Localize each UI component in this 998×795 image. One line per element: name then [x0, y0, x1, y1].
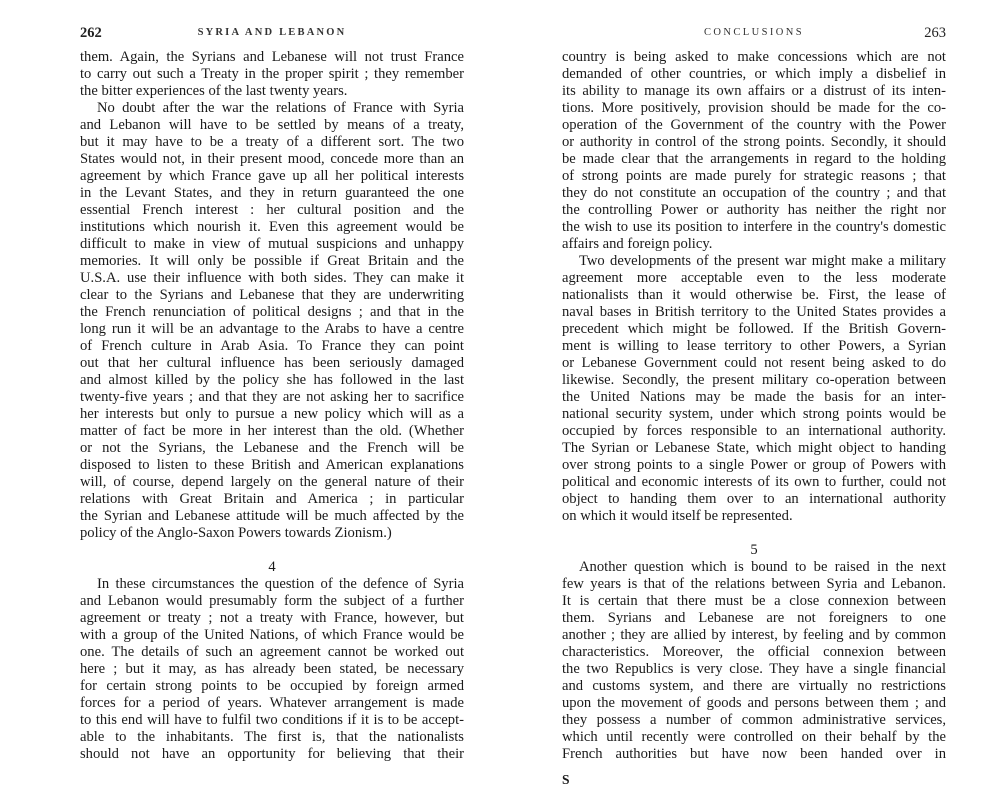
text-line: and customs system, and there are virtually no restrictions [562, 678, 946, 694]
text-line: they do not constitute an occupation of the country ; and that [562, 185, 946, 201]
text-line: the Syrian and Lebanese attitude will be much affected by the [80, 508, 464, 524]
text-line: ment is willing to lease territory to other Powers, a Syrian [562, 338, 946, 354]
text-line: long run it will be an advantage to the Arabs to have a centre [80, 321, 464, 337]
text-line: to carry out such a Treaty in the proper spirit ; they remember [80, 66, 464, 82]
page-body [562, 49, 946, 788]
page-number: 263 [924, 25, 946, 41]
text-line: forces for a period of years. Whatever arrangement is made [80, 695, 464, 711]
text-line: political and economic interests of its own to further, could not [562, 474, 946, 490]
text-line: disposed to listen to these British and American explanations [80, 457, 464, 473]
spacer [562, 763, 946, 771]
text-line: here ; but it may, as has already been stated, be necessary [80, 661, 464, 677]
text-line: precedent which might be followed. If the British Govern- [562, 321, 946, 337]
text-line: institutions which nourish it. Even this agreement would be [80, 219, 464, 235]
spacer [562, 525, 946, 542]
text-line: for certain strong points to be occupied by foreign armed [80, 678, 464, 694]
text-line: agreement by which France gave up all her political interests [80, 168, 464, 184]
text-line: clear to the Syrians and Lebanese that they are underwriting [80, 287, 464, 303]
text-line: nationalists than it would otherwise be. First, the lease of [562, 287, 946, 303]
text-line: another ; they are allied by interest, by feeling and by common [562, 627, 946, 643]
text-line: difficult to make in view of mutual suspicions and unhappy [80, 236, 464, 252]
text-line: French authorities but have now been handed over in [562, 746, 946, 762]
text-line: matter of fact be more in her interest than the old. (Whether [80, 423, 464, 439]
running-title: CONCLUSIONS [704, 27, 804, 38]
text-line: out that her cultural influence has been seriously damaged [80, 355, 464, 371]
text-line: and Lebanon would presumably form the subject of a further [80, 593, 464, 609]
text-line: will, of course, depend largely on the general nature of their [80, 474, 464, 490]
text-line: national security system, under which strong points would be [562, 406, 946, 422]
running-head [562, 24, 946, 42]
text-line: the wish to use its position to interfere in the country's domestic [562, 219, 946, 235]
text-line: It is certain that there must be a close connexion between [562, 593, 946, 609]
text-line: one. The details of such an agreement cannot be worked out [80, 644, 464, 660]
page-number: 262 [80, 25, 102, 41]
text-line: of French culture in Arab Asia. To France they can point [80, 338, 464, 354]
text-line: naval bases in British territory to the United States provides a [562, 304, 946, 320]
text-line: its ability to manage its own affairs or a distrust of its inten- [562, 83, 946, 99]
text-line: States would not, in their present mood, concede more than an [80, 151, 464, 167]
text-line: The Syrian or Lebanese State, which might object to handing [562, 440, 946, 456]
text-line: memories. It will only be possible if Great Britain and the [80, 253, 464, 269]
text-line: agreement more acceptable even to the less moderate [562, 270, 946, 286]
running-head [80, 24, 464, 42]
text-line: the French renunciation of political designs ; and that in the [80, 304, 464, 320]
text-line: U.S.A. use their influence with both sides. They can make it [80, 270, 464, 286]
text-line: No doubt after the war the relations of France with Syria [97, 100, 464, 116]
text-line: her interests but only to pursue a new policy which will as a [80, 406, 464, 422]
text-line: Another question which is bound to be raised in the next [579, 559, 946, 575]
text-line: country is being asked to make concessions which are not [562, 49, 946, 65]
text-line: agreement or treaty ; not a treaty with France, however, but [80, 610, 464, 626]
text-line: demanded of other countries, or which imply a disbelief in [562, 66, 946, 82]
text-line: the bitter experiences of the last twenty years. [80, 83, 348, 99]
text-line: of strong points are made purely for strategic reasons ; that [562, 168, 946, 184]
text-line: and almost killed by the policy she has followed in the last [80, 372, 464, 388]
text-line: or Lebanese Government could not resent being asked to do [562, 355, 946, 371]
signature-mark: S [562, 772, 570, 787]
text-line: Two developments of the present war might make a military [579, 253, 946, 269]
text-line: able to the inhabitants. The first is, that the nationalists [80, 729, 464, 745]
text-line: but it may have to be a treaty of a different sort. The two [80, 134, 464, 150]
text-line: them. Again, the Syrians and Lebanese will not trust France [80, 49, 464, 65]
text-line: the controlling Power or authority has neither the right nor [562, 202, 946, 218]
spacer [80, 542, 464, 559]
text-line: be made clear that the arrangements in regard to the holding [562, 151, 946, 167]
text-line: occupied by forces responsible to an international authority. [562, 423, 946, 439]
text-line: or authority in control of the strong points. Secondly, it should [562, 134, 946, 150]
text-line: In these circumstances the question of the defence of Syria [97, 576, 464, 592]
text-line: over strong points to a single Power or group of Powers with [562, 457, 946, 473]
text-line: object to handing them over to an international authority [562, 491, 946, 507]
text-line: with a group of the United Nations, of which France would be [80, 627, 464, 643]
text-line: to this end will have to fulfil two conditions if it is to be accept- [80, 712, 464, 728]
text-line: or not the Syrians, the Lebanese and the French will be [80, 440, 464, 456]
section-number: 5 [750, 542, 758, 558]
text-line: policy of the Anglo-Saxon Powers towards Zionism.) [80, 525, 392, 541]
text-line: likewise. Secondly, the present military co-operation between [562, 372, 946, 388]
text-line: operation of the Government of the country with the Power [562, 117, 946, 133]
text-line: tions. More positively, provision should be made for the co- [562, 100, 946, 116]
text-line: affairs and foreign policy. [562, 236, 713, 252]
text-line: them. Syrians and Lebanese are not foreigners to one [562, 610, 946, 626]
text-line: relations with Great Britain and America ; in particular [80, 491, 464, 507]
text-line: should not have an opportunity for believing that their [80, 746, 464, 762]
text-line: characteristics. Moreover, the official connexion between [562, 644, 946, 660]
text-line: which until recently were controlled on their behalf by the [562, 729, 946, 745]
text-line: twenty-five years ; and that they are not asking her to sacrifice [80, 389, 464, 405]
text-line: they possess a number of common administrative services, [562, 712, 946, 728]
running-title: SYRIA AND LEBANON [197, 27, 347, 38]
text-line: the United Nations may be made the basis for an inter- [562, 389, 946, 405]
text-line: on which it would itself be represented. [562, 508, 793, 524]
text-line: essential French interest : her cultural position and the [80, 202, 464, 218]
text-line: and Lebanon will have to be settled by means of a treaty, [80, 117, 464, 133]
text-line: few years is that of the relations between Syria and Lebanon. [562, 576, 946, 592]
page-body [80, 49, 464, 763]
text-line: in the Levant States, and they in return guaranteed the one [80, 185, 464, 201]
text-line: the two Republics is very close. They have a single financial [562, 661, 946, 677]
section-number: 4 [268, 559, 276, 575]
text-line: upon the movement of goods and persons between them ; and [562, 695, 946, 711]
